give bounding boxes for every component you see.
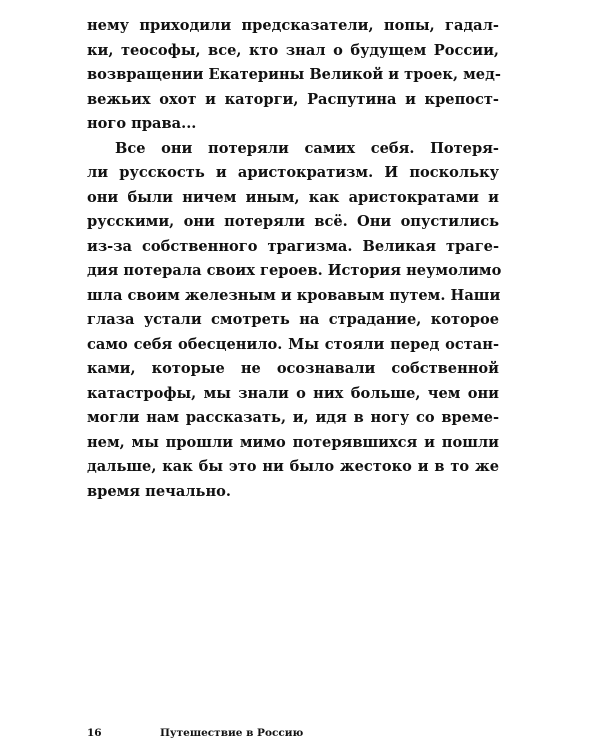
text-line: нему приходили предсказатели, попы, гадал- xyxy=(87,17,499,34)
text-line: дальше, как бы это ни было жестоко и в то же xyxy=(87,458,499,475)
running-title: Путешествие в Россию xyxy=(160,727,304,739)
text-line: время печально. xyxy=(87,482,231,500)
text-line: дия потерала своих героев. История неумолимо xyxy=(87,262,502,279)
text-line: они были ничем иным, как аристократами и xyxy=(87,188,499,206)
text-line: шла своим железным и кровавым путем. Наши xyxy=(87,286,501,304)
text-line: ного права... xyxy=(87,115,197,132)
text-line: ли русскость и аристократизм. И поскольку xyxy=(87,164,499,181)
text-line: вежьих охот и каторги, Распутина и крепост- xyxy=(87,90,499,108)
text-line: могли нам рассказать, и, идя в ногу со време- xyxy=(87,409,499,426)
page-footer xyxy=(87,723,499,743)
page-number: 16 xyxy=(87,727,102,739)
text-line: ки, теософы, все, кто знал о будущем России, xyxy=(87,41,499,59)
text-line: русскими, они потеряли всё. Они опустились xyxy=(87,213,499,230)
text-line: из-за собственного трагизма. Великая траге- xyxy=(87,237,499,255)
text-line: возвращении Екатерины Великой и троек, мед- xyxy=(87,66,501,83)
text-line: само себя обесценило. Мы стояли перед остан- xyxy=(87,335,499,353)
text-line: катастрофы, мы знали о них больше, чем они xyxy=(87,384,499,402)
text-line: Все они потеряли самих себя. Потеря- xyxy=(115,139,499,157)
text-line: глаза устали смотреть на страдание, которое xyxy=(87,311,499,328)
text-line: нем, мы прошли мимо потерявшихся и пошли xyxy=(87,433,499,451)
text-line: ками, которые не осознавали собственной xyxy=(87,360,499,377)
body-text xyxy=(87,14,502,504)
